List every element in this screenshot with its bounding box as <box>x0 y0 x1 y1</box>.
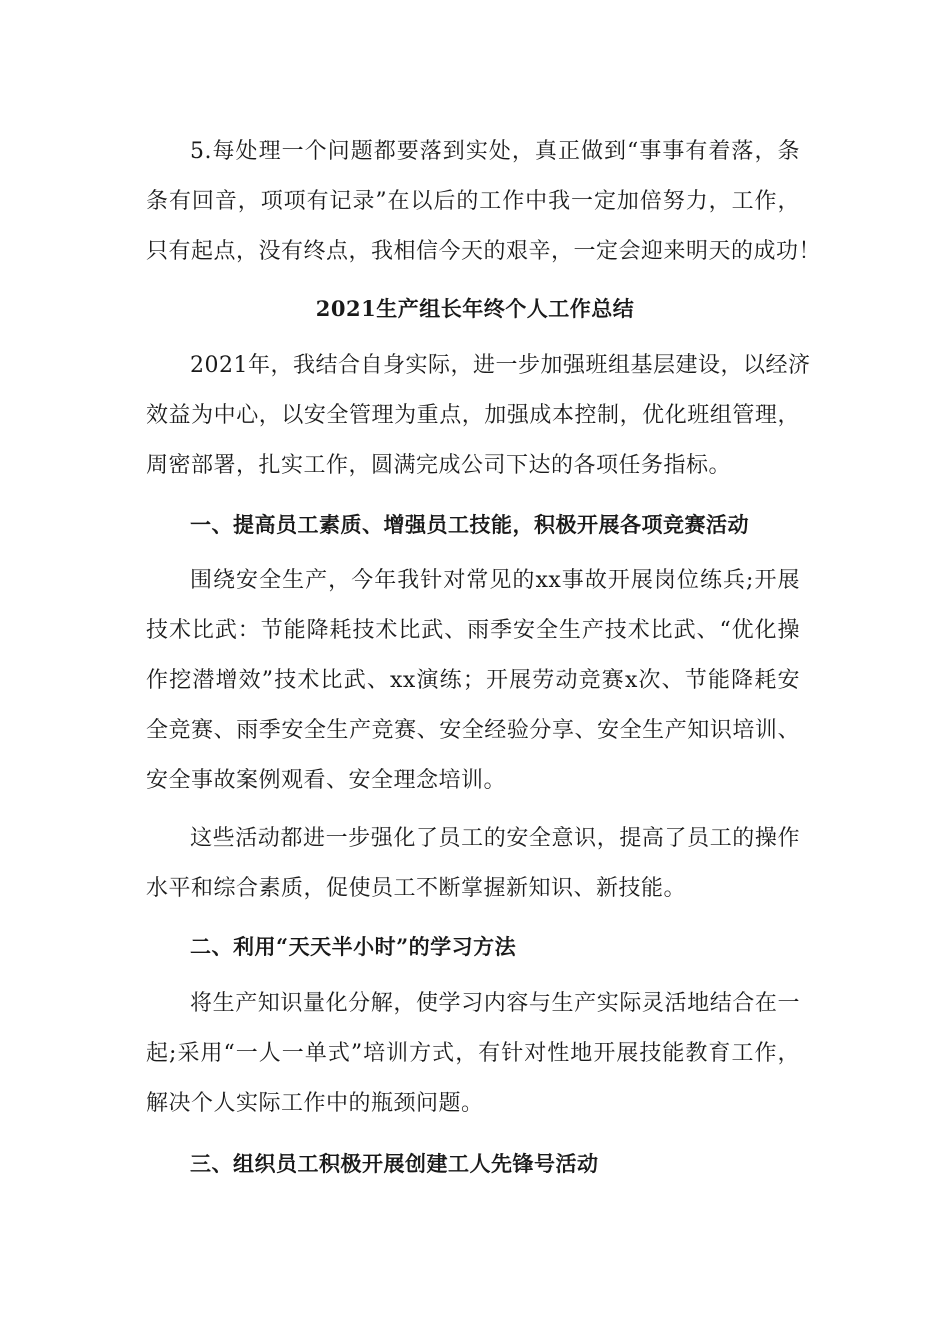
section-1-p1-line-5: 安全事故案例观看、安全理念培训。 <box>146 768 507 793</box>
section-3-heading: 三、组织员工积极开展创建工人先锋号活动 <box>190 1151 599 1176</box>
document-title: 2021生产组长年终个人工作总结 <box>315 296 635 321</box>
section-2-line-3: 解决个人实际工作中的瓶颈问题。 <box>146 1091 484 1116</box>
section-2-heading: 二、利用“天天半小时”的学习方法 <box>190 934 517 959</box>
intro-line-3: 只有起点，没有终点，我相信今天的艰辛，一定会迎来明天的成功！ <box>146 239 822 264</box>
section-1-p2-line-1: 这些活动都进一步强化了员工的安全意识，提高了员工的操作 <box>190 826 800 851</box>
opening-line-2: 效益为中心，以安全管理为重点，加强成本控制，优化班组管理， <box>146 403 800 428</box>
intro-line-1: 5.每处理一个问题都要落到实处，真正做到“事事有着落，条 <box>190 139 800 164</box>
section-1-p1-line-3: 作挖潜增效”技术比武、xx演练；开展劳动竞赛x次、节能降耗安 <box>146 668 800 693</box>
opening-line-1: 2021年，我结合自身实际，进一步加强班组基层建设，以经济 <box>190 353 811 378</box>
section-1-p1-line-4: 全竞赛、雨季安全生产竞赛、安全经验分享、安全生产知识培训、 <box>146 718 800 743</box>
section-1-p1-line-2: 技术比武：节能降耗技术比武、雨季安全生产技术比武、“优化操 <box>146 618 800 643</box>
section-2-line-1: 将生产知识量化分解，使学习内容与生产实际灵活地结合在一 <box>190 991 800 1016</box>
section-1-heading: 一、提高员工素质、增强员工技能，积极开展各项竞赛活动 <box>190 512 749 537</box>
section-1-p2-line-2: 水平和综合素质，促使员工不断掌握新知识、新技能。 <box>146 876 687 901</box>
section-1-p1-line-1: 围绕安全生产，今年我针对常见的xx事故开展岗位练兵;开展 <box>190 568 800 593</box>
intro-line-2: 条有回音，项项有记录”在以后的工作中我一定加倍努力，工作， <box>146 189 800 214</box>
opening-line-3: 周密部署，扎实工作，圆满完成公司下达的各项任务指标。 <box>146 453 732 478</box>
section-2-line-2: 起;采用“一人一单式”培训方式，有针对性地开展技能教育工作， <box>146 1041 800 1066</box>
